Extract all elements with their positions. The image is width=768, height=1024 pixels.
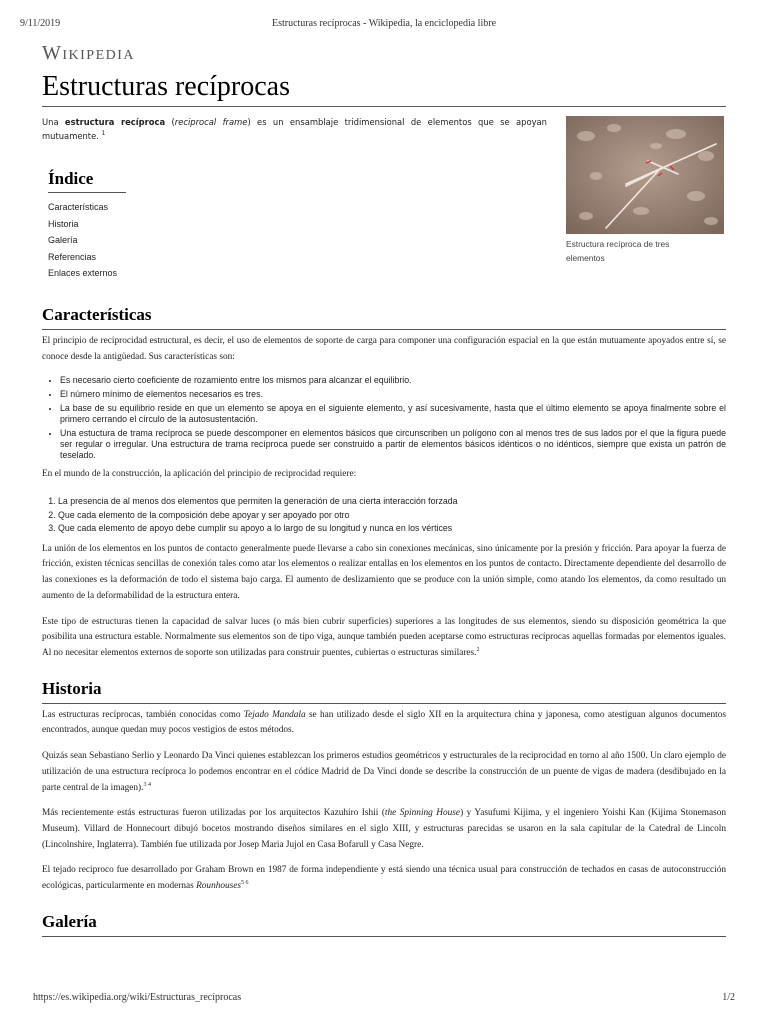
list-item: • Una estuctura de trama recíproca se puede descomponer en elementos básicos que circunscriben un polígono con al menos tres de sus lados por el que la figura puede ser regular o irregular. Una estructura de trama recíproca puede ser construido a partir de elementos básicos idénticos o no idénticos, siempre que exista un patrón de teselado. [60, 428, 726, 462]
paragraph-text: Este tipo de estructuras tienen la capacidad de salvar luces (o más bien cubrir superficies) superiores a las longitudes de sus elementos, siendo su disposición geométrica la que posibilita una estructura estable. Normalmente sus elementos son de tipo viga, aunque también pueden aceptarse como estructuras recíprocas aquellas formadas por elementos iguales. Al no necesitar elementos externos de soporte son utilizadas para construir puentes, cubiertas o estructuras similares. [42, 616, 726, 658]
list-item: • Es necesario cierto coeficiente de rozamiento entre los mismos para alcanzar el equilibrio. [60, 375, 726, 386]
intro-text-3: ) es un ensamblaje tridimensional de elementos que se apoyan mutuamente. [42, 117, 547, 141]
intro-text-1: Una [42, 117, 65, 127]
footnote-ref[interactable]: 2 [476, 646, 480, 653]
toc-item-referencias[interactable]: Referencias [48, 251, 97, 262]
paragraph-text: se han utilizado desde el siglo XII en la arquitectura china y japonesa, como atestiguan algunos documentos encontrados, aunque quedan muy pocos vestigios de estos métodos. [42, 709, 726, 736]
print-document-title: Estructuras recíprocas - Wikipedia, la enciclopedia libre [271, 18, 497, 29]
paragraph [42, 615, 726, 662]
intro-paragraph [42, 115, 547, 143]
print-header [20, 18, 748, 32]
print-date: 9/11/2019 [20, 18, 61, 29]
section-heading-caracteristicas: Características [42, 304, 726, 330]
paragraph-text: Quizás sean Sebastiano Serlio y Leonardo Da Vinci quienes establezcan los primeros estudios geométricos y estructurales de la reciprocidad en torno al año 1500. Un claro ejemplo de utilización de una estructura recíproca lo podemos encontrar en el códice Madrid de Da Vinci donde se describe la construcción de un puente de vigas de madera (desdibujado en la parte central de la imagen). [42, 751, 726, 793]
print-page-number: 1/2 [722, 992, 735, 1003]
footnote-ref[interactable]: 1 [101, 130, 106, 138]
section-heading-historia: Historia [42, 678, 726, 704]
paragraph: El principio de reciprocidad estructural, es decir, el uso de elementos de soporte de carga para componer una configuración espacial en la que están mutuamente apoyados entre sí, se conoce desde la antigüedad. Sus características son: [42, 335, 726, 362]
wikipedia-logo[interactable]: Wikipedia [42, 42, 136, 64]
paragraph: En el mundo de la construcción, la aplicación del principio de reciprocidad requiere: [42, 469, 357, 480]
italic-term: Tejado Mandala [243, 709, 306, 720]
list-item: 2. Que cada elemento de la composición debe apoyar y ser apoyado por otro [58, 509, 726, 523]
footnote-ref[interactable]: 3 4 [143, 781, 151, 788]
section-heading-galeria: Galería [42, 911, 726, 937]
article-content [42, 40, 726, 937]
intro-english-term: reciprocal frame [174, 117, 248, 127]
table-of-contents [48, 169, 178, 282]
paragraph-text: Más recientemente estás estructuras fueron utilizadas por los arquitectos Kazuhiro Ishii ( [42, 808, 385, 819]
print-url[interactable]: https://es.wikipedia.org/wiki/Estructuras_recíprocas [33, 992, 242, 1003]
paragraph-text: ) y Yasufumi Kijima, y el ingeniero Yoishi Kan (Kijima Stonemason Museum). Villard de Honnecourt dibujó bocetos mostrando diseños similares en el siglo XIII, y estructuras parecidas se usaron en la sala capitular de la Catedral de Lincoln (Lincolnshire, Inglaterra). También fue utilizada por Josep Maria Jujol en Casa Bofarull y Casa Negre. [42, 808, 726, 850]
list-item: 3. Que cada elemento de apoyo debe cumplir su apoyo a lo largo de su longitud y nunca en los vértices [58, 522, 726, 536]
toc-heading: Índice [48, 169, 126, 193]
toc-item-caracteristicas[interactable]: Características [48, 202, 109, 212]
italic-term: the Spinning House [384, 808, 461, 819]
paragraph [42, 749, 726, 796]
footnote-ref[interactable]: 5 6 [241, 879, 249, 886]
list-item: • El número mínimo de elementos necesarios es tres. [60, 389, 726, 400]
paragraph: La unión de los elementos en los puntos de contacto generalmente puede llevarse a cabo sin conexiones mecánicas, sino únicamente por la presión y fricción. Para apoyar la fuerza de fricción, existen técnicas sencillas de conexión tales como atar los elementos o realizar entallas en los elementos en los puntos de contacto. Directamente dependiente del desarrollo de las conexiones es la deformación de todo el sistema bajo carga. El aumento de deslizamiento que se produce con la unión simple, como atando los elementos, da como resultado un aumento de la deformabilidad de la estructura entera. [42, 543, 726, 601]
print-footer [33, 992, 735, 1006]
intro-text-2: ( [165, 117, 175, 127]
section-galeria [42, 911, 726, 937]
paragraph [42, 806, 726, 853]
characteristics-list [42, 375, 726, 461]
section-caracteristicas [42, 304, 726, 662]
paragraph-text: El tejado recíproco fue desarrollado por Graham Brown en 1987 de forma independiente y está siendo una técnica usual para construcción de techados en casas de autoconstrucción ecológicas, particularmente en modernas [42, 865, 726, 892]
infobox-caption: Estructura recíproca de tres elementos [566, 239, 670, 263]
list-item: • La base de su equilibrio reside en que un elemento se apoya en el siguiente elemento, y así sucesivamente, hasta que el último elemento se apoya finalmente sobre el primero cerrando el círculo de la autosustentación. [60, 403, 726, 425]
requirements-list [42, 495, 726, 536]
infobox [566, 116, 724, 265]
paragraph-text: Las estructuras recíprocas, también conocidas como [42, 709, 244, 720]
page-title: Estructuras recíprocas [42, 70, 726, 107]
paragraph [42, 863, 726, 894]
italic-term: Rounhouses [196, 881, 242, 892]
reciprocal-frame-photo[interactable] [566, 116, 724, 234]
toc-item-galeria[interactable]: Galería [48, 235, 78, 246]
list-item: 1. La presencia de al menos dos elementos que permiten la generación de una cierta interacción forzada [58, 495, 726, 509]
toc-item-historia[interactable]: Historia [48, 218, 79, 229]
paragraph [42, 708, 726, 739]
section-historia [42, 678, 726, 895]
toc-item-enlaces-externos[interactable]: Enlaces externos [48, 268, 118, 279]
intro-term: estructura recíproca [64, 117, 166, 127]
